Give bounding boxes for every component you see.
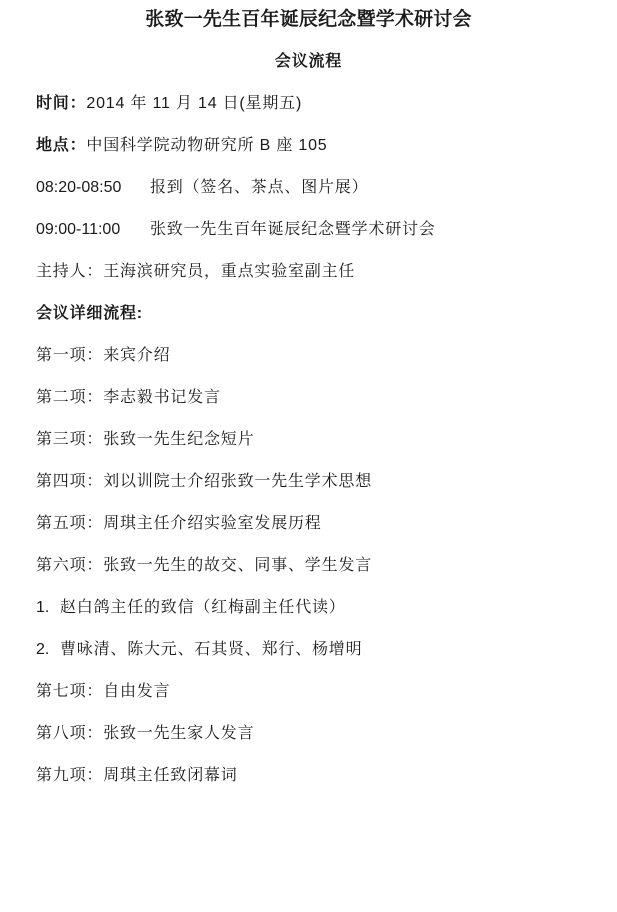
agenda-item-label: 第五项： — [36, 515, 104, 532]
agenda-item-label: 第二项： — [36, 389, 104, 406]
agenda-subitem-2 — [36, 636, 581, 664]
agenda-item-text: 张致一先生家人发言 — [103, 725, 255, 742]
agenda-item-5 — [36, 510, 581, 538]
agenda-item-label: 第九项： — [36, 767, 104, 784]
subitem-number: 1. — [36, 599, 50, 616]
agenda-item-2 — [36, 384, 581, 412]
document-title: 张致一先生百年诞辰纪念暨学术研讨会 — [145, 9, 472, 30]
agenda-item-text: 李志毅书记发言 — [103, 389, 221, 406]
location-label: 地点： — [36, 137, 87, 154]
schedule-activity: 张致一先生百年诞辰纪念暨学术研讨会 — [150, 221, 436, 238]
agenda-item-label: 第八项： — [36, 725, 104, 742]
schedule-row-symposium — [36, 216, 581, 244]
document-subtitle: 会议流程 — [274, 53, 343, 70]
agenda-item-label: 第一项： — [36, 347, 104, 364]
agenda-item-4 — [36, 468, 581, 496]
time-value: 2014 年 11 月 14 日(星期五) — [86, 95, 303, 112]
subitem-text: 赵白鸽主任的致信（红梅副主任代读） — [60, 599, 346, 616]
agenda-item-text: 张致一先生的故交、同事、学生发言 — [103, 557, 373, 574]
agenda-item-7 — [36, 678, 581, 706]
agenda-item-6 — [36, 552, 581, 580]
agenda-item-label: 第七项： — [36, 683, 104, 700]
meeting-location-line — [36, 132, 581, 160]
meeting-time-line — [36, 90, 581, 118]
subitem-number: 2. — [36, 641, 50, 658]
schedule-activity: 报到（签名、茶点、图片展） — [150, 179, 369, 196]
agenda-item-label: 第六项： — [36, 557, 104, 574]
schedule-time: 09:00-11:00 — [36, 221, 121, 238]
agenda-item-text: 刘以训院士介绍张致一先生学术思想 — [103, 473, 373, 490]
agenda-item-1 — [36, 342, 581, 370]
agenda-subitem-1 — [36, 594, 581, 622]
schedule-row-registration — [36, 174, 581, 202]
agenda-item-label: 第四项： — [36, 473, 104, 490]
agenda-item-3 — [36, 426, 581, 454]
subitem-text: 曹咏清、陈大元、石其贤、郑行、杨增明 — [60, 641, 363, 658]
agenda-item-text: 周琪主任致闭幕词 — [103, 767, 238, 784]
agenda-item-label: 第三项： — [36, 431, 104, 448]
location-value: 中国科学院动物研究所 B 座 105 — [86, 137, 328, 154]
schedule-time: 08:20-08:50 — [36, 179, 122, 196]
agenda-item-text: 来宾介绍 — [103, 347, 171, 364]
agenda-heading: 会议详细流程: — [36, 305, 143, 322]
agenda-item-9 — [36, 762, 581, 790]
time-label: 时间： — [36, 95, 87, 112]
agenda-item-text: 周琪主任介绍实验室发展历程 — [103, 515, 322, 532]
agenda-item-text: 张致一先生纪念短片 — [103, 431, 255, 448]
schedule-host-line: 主持人：王海滨研究员，重点实验室副主任 — [36, 263, 356, 280]
agenda-item-8 — [36, 720, 581, 748]
agenda-item-text: 自由发言 — [103, 683, 171, 700]
